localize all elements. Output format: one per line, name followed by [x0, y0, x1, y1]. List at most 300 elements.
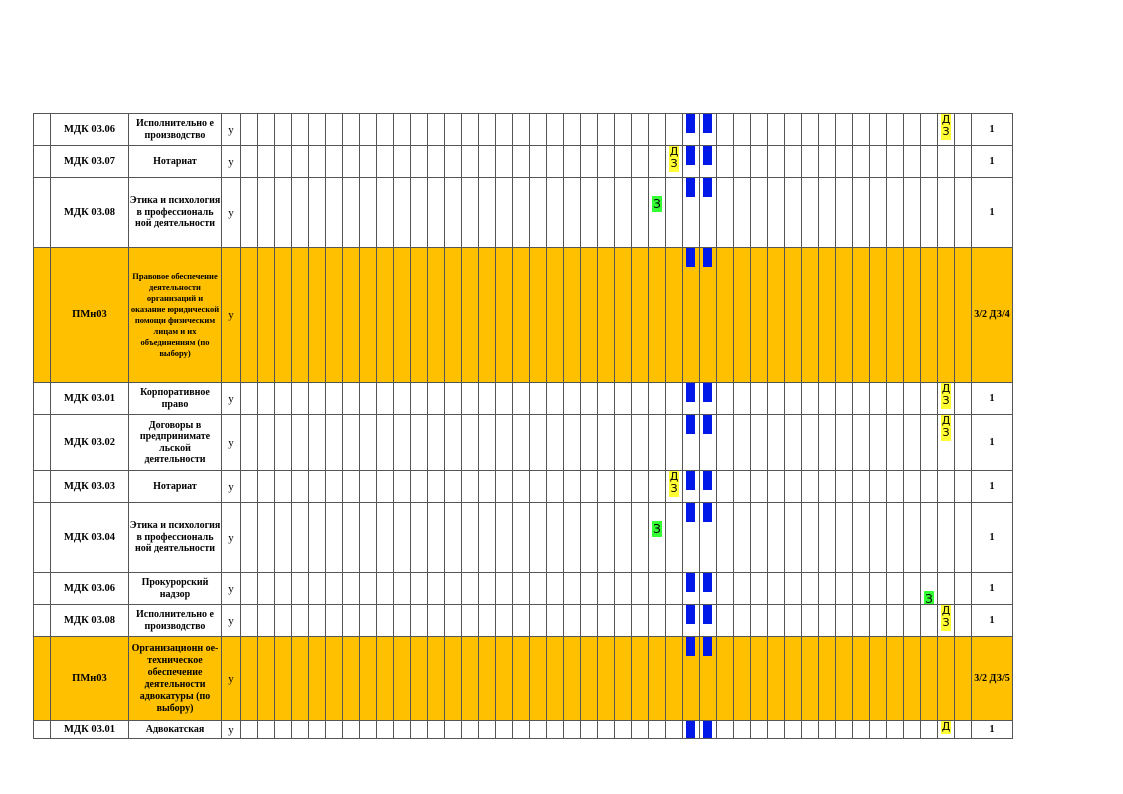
- week-cell: [666, 573, 683, 605]
- week-cell: [326, 471, 343, 503]
- row-total: 1: [972, 178, 1013, 248]
- week-cell: [258, 146, 275, 178]
- row-spacer-cell: [34, 178, 51, 248]
- week-cell: [802, 415, 819, 471]
- week-cell: [632, 415, 649, 471]
- week-cell: [598, 721, 615, 739]
- week-cell: [275, 114, 292, 146]
- week-cell: [360, 573, 377, 605]
- week-cell: [547, 383, 564, 415]
- week-cell: [819, 573, 836, 605]
- study-form: у: [222, 503, 241, 573]
- week-cell: [258, 721, 275, 739]
- study-form: у: [222, 721, 241, 739]
- week-cell: [768, 573, 785, 605]
- week-cell: [530, 383, 547, 415]
- row-total: 1: [972, 383, 1013, 415]
- week-cell: [411, 178, 428, 248]
- table-row: [34, 573, 1013, 605]
- week-cell: [428, 178, 445, 248]
- week-cell: [360, 637, 377, 721]
- week-cell: [785, 178, 802, 248]
- week-cell: [666, 415, 683, 471]
- study-form: у: [222, 383, 241, 415]
- row-spacer-cell: [34, 248, 51, 383]
- week-cell: [666, 146, 683, 178]
- week-cell: [921, 503, 938, 573]
- week-cell: [309, 114, 326, 146]
- blue-week-marker: [686, 471, 695, 490]
- week-cell: [581, 383, 598, 415]
- week-cell: [853, 248, 870, 383]
- week-cell: [904, 146, 921, 178]
- week-cell: [258, 573, 275, 605]
- week-cell: [853, 503, 870, 573]
- week-cell: [309, 605, 326, 637]
- week-cell: [411, 471, 428, 503]
- week-cell: [615, 114, 632, 146]
- week-cell: [683, 114, 700, 146]
- week-cell: [275, 415, 292, 471]
- table-row: [34, 415, 1013, 471]
- week-cell: [768, 415, 785, 471]
- week-cell: [870, 637, 887, 721]
- week-cell: [241, 248, 258, 383]
- week-cell: [428, 146, 445, 178]
- week-cell: [615, 471, 632, 503]
- week-cell: [581, 178, 598, 248]
- week-cell: [785, 146, 802, 178]
- table-row: [34, 721, 1013, 739]
- week-cell: [479, 471, 496, 503]
- week-cell: [479, 503, 496, 573]
- week-cell: [496, 146, 513, 178]
- week-cell: [462, 415, 479, 471]
- week-cell: [462, 383, 479, 415]
- week-cell: [377, 605, 394, 637]
- discipline-name: Нотариат: [129, 471, 222, 503]
- week-cell: [904, 383, 921, 415]
- week-cell: [768, 383, 785, 415]
- week-cell: [955, 114, 972, 146]
- week-cell: [479, 573, 496, 605]
- week-cell: [530, 248, 547, 383]
- week-cell: [292, 114, 309, 146]
- week-cell: [309, 146, 326, 178]
- table-row: [34, 383, 1013, 415]
- week-cell: [428, 721, 445, 739]
- week-cell: [904, 415, 921, 471]
- discipline-name: Этика и психология в профессиональ ной деятельности: [129, 178, 222, 248]
- week-cell: [394, 415, 411, 471]
- blue-week-marker: [686, 637, 695, 656]
- week-cell: [513, 605, 530, 637]
- week-cell: [513, 637, 530, 721]
- week-cell: [632, 637, 649, 721]
- week-cell: [938, 114, 955, 146]
- week-cell: [717, 471, 734, 503]
- week-cell: [938, 637, 955, 721]
- week-cell: [870, 383, 887, 415]
- discipline-name: Договоры в предпринимате льской деятельности: [129, 415, 222, 471]
- week-cell: [955, 605, 972, 637]
- row-spacer-cell: [34, 637, 51, 721]
- row-total: 1: [972, 415, 1013, 471]
- week-cell: [734, 605, 751, 637]
- week-cell: [700, 605, 717, 637]
- week-cell: [309, 471, 326, 503]
- blue-week-marker: [703, 503, 712, 522]
- week-cell: [887, 383, 904, 415]
- week-cell: [836, 415, 853, 471]
- week-cell: [751, 383, 768, 415]
- week-cell: [326, 503, 343, 573]
- credit-marker: З: [653, 197, 661, 211]
- week-cell: [445, 471, 462, 503]
- week-cell: [836, 178, 853, 248]
- week-cell: [938, 503, 955, 573]
- week-cell: [258, 178, 275, 248]
- week-cell: [819, 146, 836, 178]
- week-cell: [734, 721, 751, 739]
- week-cell: [394, 383, 411, 415]
- week-cell: [275, 178, 292, 248]
- week-cell: [547, 248, 564, 383]
- week-cell: [462, 248, 479, 383]
- week-cell: [904, 637, 921, 721]
- week-cell: [326, 415, 343, 471]
- week-cell: [309, 573, 326, 605]
- week-cell: [241, 573, 258, 605]
- week-cell: [819, 605, 836, 637]
- week-cell: [598, 178, 615, 248]
- row-spacer-cell: [34, 605, 51, 637]
- schedule-grid: [33, 113, 1013, 739]
- week-cell: [615, 415, 632, 471]
- week-cell: [377, 248, 394, 383]
- week-cell: [870, 146, 887, 178]
- row-spacer-cell: [34, 146, 51, 178]
- week-cell: [513, 248, 530, 383]
- week-cell: [904, 573, 921, 605]
- week-cell: [326, 178, 343, 248]
- week-cell: [649, 114, 666, 146]
- week-cell: [343, 415, 360, 471]
- blue-week-marker: [686, 721, 695, 739]
- week-cell: [513, 721, 530, 739]
- week-cell: [938, 178, 955, 248]
- week-cell: [530, 605, 547, 637]
- blue-week-marker: [686, 383, 695, 402]
- week-cell: [632, 605, 649, 637]
- discipline-code: МДК 03.07: [51, 146, 129, 178]
- week-cell: [360, 114, 377, 146]
- week-cell: [768, 146, 785, 178]
- week-cell: [309, 415, 326, 471]
- row-spacer-cell: [34, 503, 51, 573]
- week-cell: [836, 721, 853, 739]
- week-cell: [649, 471, 666, 503]
- week-cell: [802, 248, 819, 383]
- week-cell: [683, 146, 700, 178]
- week-cell: [292, 637, 309, 721]
- graded-credit-marker: Д З: [941, 113, 951, 138]
- week-cell: [394, 573, 411, 605]
- week-cell: [377, 637, 394, 721]
- week-cell: [428, 605, 445, 637]
- week-cell: [479, 114, 496, 146]
- week-cell: [853, 471, 870, 503]
- week-cell: [411, 503, 428, 573]
- week-cell: [496, 178, 513, 248]
- week-cell: [734, 114, 751, 146]
- week-cell: [904, 605, 921, 637]
- week-cell: [785, 383, 802, 415]
- week-cell: [360, 248, 377, 383]
- week-cell: [564, 471, 581, 503]
- week-cell: [530, 178, 547, 248]
- week-cell: [683, 248, 700, 383]
- week-cell: [632, 178, 649, 248]
- week-cell: [377, 573, 394, 605]
- week-cell: [530, 415, 547, 471]
- week-cell: [649, 248, 666, 383]
- discipline-name: Адвокатская: [129, 721, 222, 739]
- week-cell: [564, 573, 581, 605]
- study-form: у: [222, 605, 241, 637]
- week-cell: [581, 503, 598, 573]
- week-cell: [666, 114, 683, 146]
- row-spacer-cell: [34, 573, 51, 605]
- week-cell: [462, 114, 479, 146]
- week-cell: [598, 573, 615, 605]
- blue-week-marker: [703, 605, 712, 624]
- week-cell: [462, 178, 479, 248]
- week-cell: [938, 605, 955, 637]
- week-cell: [683, 573, 700, 605]
- week-cell: [428, 573, 445, 605]
- week-cell: [717, 605, 734, 637]
- week-cell: [938, 415, 955, 471]
- week-cell: [938, 383, 955, 415]
- study-form: у: [222, 146, 241, 178]
- blue-week-marker: [686, 114, 695, 133]
- week-cell: [445, 721, 462, 739]
- week-cell: [581, 146, 598, 178]
- week-cell: [479, 248, 496, 383]
- week-cell: [241, 146, 258, 178]
- week-cell: [479, 415, 496, 471]
- week-cell: [309, 383, 326, 415]
- week-cell: [666, 383, 683, 415]
- week-cell: [819, 114, 836, 146]
- week-cell: [666, 637, 683, 721]
- week-cell: [258, 503, 275, 573]
- week-cell: [734, 503, 751, 573]
- week-cell: [547, 415, 564, 471]
- week-cell: [887, 248, 904, 383]
- week-cell: [768, 471, 785, 503]
- discipline-name: Правовое обеспечение деятельности организаций и оказание юридической помощи физическим лицам и их объединениям (по выбору): [129, 248, 222, 383]
- week-cell: [309, 248, 326, 383]
- week-cell: [853, 383, 870, 415]
- week-cell: [904, 471, 921, 503]
- week-cell: [734, 415, 751, 471]
- week-cell: [632, 383, 649, 415]
- week-cell: [411, 146, 428, 178]
- row-total: 1: [972, 573, 1013, 605]
- week-cell: [547, 573, 564, 605]
- week-cell: [870, 415, 887, 471]
- week-cell: [258, 605, 275, 637]
- week-cell: [292, 248, 309, 383]
- week-cell: [615, 637, 632, 721]
- row-total: 3/2 ДЗ/5: [972, 637, 1013, 721]
- week-cell: [564, 146, 581, 178]
- credit-marker: З: [653, 522, 661, 536]
- week-cell: [785, 605, 802, 637]
- week-cell: [530, 637, 547, 721]
- week-cell: [921, 605, 938, 637]
- week-cell: [734, 178, 751, 248]
- week-cell: [768, 605, 785, 637]
- week-cell: [785, 573, 802, 605]
- week-cell: [241, 383, 258, 415]
- week-cell: [921, 415, 938, 471]
- week-cell: [938, 573, 955, 605]
- week-cell: [462, 637, 479, 721]
- week-cell: [717, 503, 734, 573]
- week-cell: [547, 114, 564, 146]
- week-cell: [887, 503, 904, 573]
- week-cell: [751, 415, 768, 471]
- week-cell: [411, 605, 428, 637]
- week-cell: [802, 383, 819, 415]
- blue-week-marker: [703, 415, 712, 434]
- week-cell: [462, 503, 479, 573]
- week-cell: [547, 721, 564, 739]
- week-cell: [836, 114, 853, 146]
- week-cell: [445, 146, 462, 178]
- week-cell: [513, 383, 530, 415]
- week-cell: [513, 415, 530, 471]
- week-cell: [853, 415, 870, 471]
- week-cell: [462, 146, 479, 178]
- week-cell: [700, 637, 717, 721]
- week-cell: [938, 721, 955, 739]
- week-cell: [785, 503, 802, 573]
- row-spacer-cell: [34, 721, 51, 739]
- week-cell: [326, 383, 343, 415]
- week-cell: [683, 503, 700, 573]
- credit-marker: З: [924, 591, 934, 605]
- week-cell: [292, 721, 309, 739]
- table-row: [34, 146, 1013, 178]
- week-cell: [292, 146, 309, 178]
- week-cell: [394, 114, 411, 146]
- discipline-name: Исполнительно е производство: [129, 114, 222, 146]
- week-cell: [598, 605, 615, 637]
- week-cell: [513, 503, 530, 573]
- week-cell: [343, 573, 360, 605]
- week-cell: [666, 248, 683, 383]
- discipline-name: Организационн ое- техническое обеспечение деятельности адвокатуры (по выбору): [129, 637, 222, 721]
- week-cell: [360, 721, 377, 739]
- week-cell: [258, 637, 275, 721]
- week-cell: [394, 605, 411, 637]
- week-cell: [785, 248, 802, 383]
- graded-credit-marker: Д З: [941, 604, 951, 629]
- week-cell: [258, 114, 275, 146]
- week-cell: [496, 383, 513, 415]
- week-cell: [751, 248, 768, 383]
- week-cell: [938, 471, 955, 503]
- week-cell: [751, 178, 768, 248]
- week-cell: [530, 503, 547, 573]
- week-cell: [496, 605, 513, 637]
- table-row: [34, 471, 1013, 503]
- week-cell: [581, 573, 598, 605]
- table-row: [34, 605, 1013, 637]
- week-cell: [785, 721, 802, 739]
- week-cell: [479, 721, 496, 739]
- week-cell: [496, 573, 513, 605]
- week-cell: [411, 637, 428, 721]
- discipline-code: МДК 03.02: [51, 415, 129, 471]
- week-cell: [513, 114, 530, 146]
- week-cell: [819, 383, 836, 415]
- week-cell: [598, 503, 615, 573]
- discipline-name: Корпоративное право: [129, 383, 222, 415]
- week-cell: [836, 503, 853, 573]
- week-cell: [360, 471, 377, 503]
- week-cell: [598, 383, 615, 415]
- week-cell: [649, 383, 666, 415]
- week-cell: [700, 415, 717, 471]
- blue-week-marker: [703, 114, 712, 133]
- study-form: у: [222, 573, 241, 605]
- week-cell: [411, 248, 428, 383]
- row-spacer-cell: [34, 114, 51, 146]
- week-cell: [921, 573, 938, 605]
- week-cell: [683, 637, 700, 721]
- week-cell: [853, 573, 870, 605]
- week-cell: [836, 471, 853, 503]
- week-cell: [751, 637, 768, 721]
- week-cell: [615, 605, 632, 637]
- study-form: у: [222, 415, 241, 471]
- week-cell: [700, 721, 717, 739]
- week-cell: [258, 415, 275, 471]
- week-cell: [717, 114, 734, 146]
- discipline-name: Нотариат: [129, 146, 222, 178]
- week-cell: [734, 383, 751, 415]
- graded-credit-marker: Д З: [669, 145, 679, 170]
- week-cell: [819, 178, 836, 248]
- week-cell: [581, 471, 598, 503]
- week-cell: [428, 248, 445, 383]
- week-cell: [666, 605, 683, 637]
- week-cell: [581, 114, 598, 146]
- schedule-table: [33, 113, 1013, 739]
- row-total: 1: [972, 146, 1013, 178]
- week-cell: [734, 637, 751, 721]
- week-cell: [785, 415, 802, 471]
- week-cell: [955, 415, 972, 471]
- week-cell: [598, 248, 615, 383]
- week-cell: [343, 383, 360, 415]
- week-cell: [802, 114, 819, 146]
